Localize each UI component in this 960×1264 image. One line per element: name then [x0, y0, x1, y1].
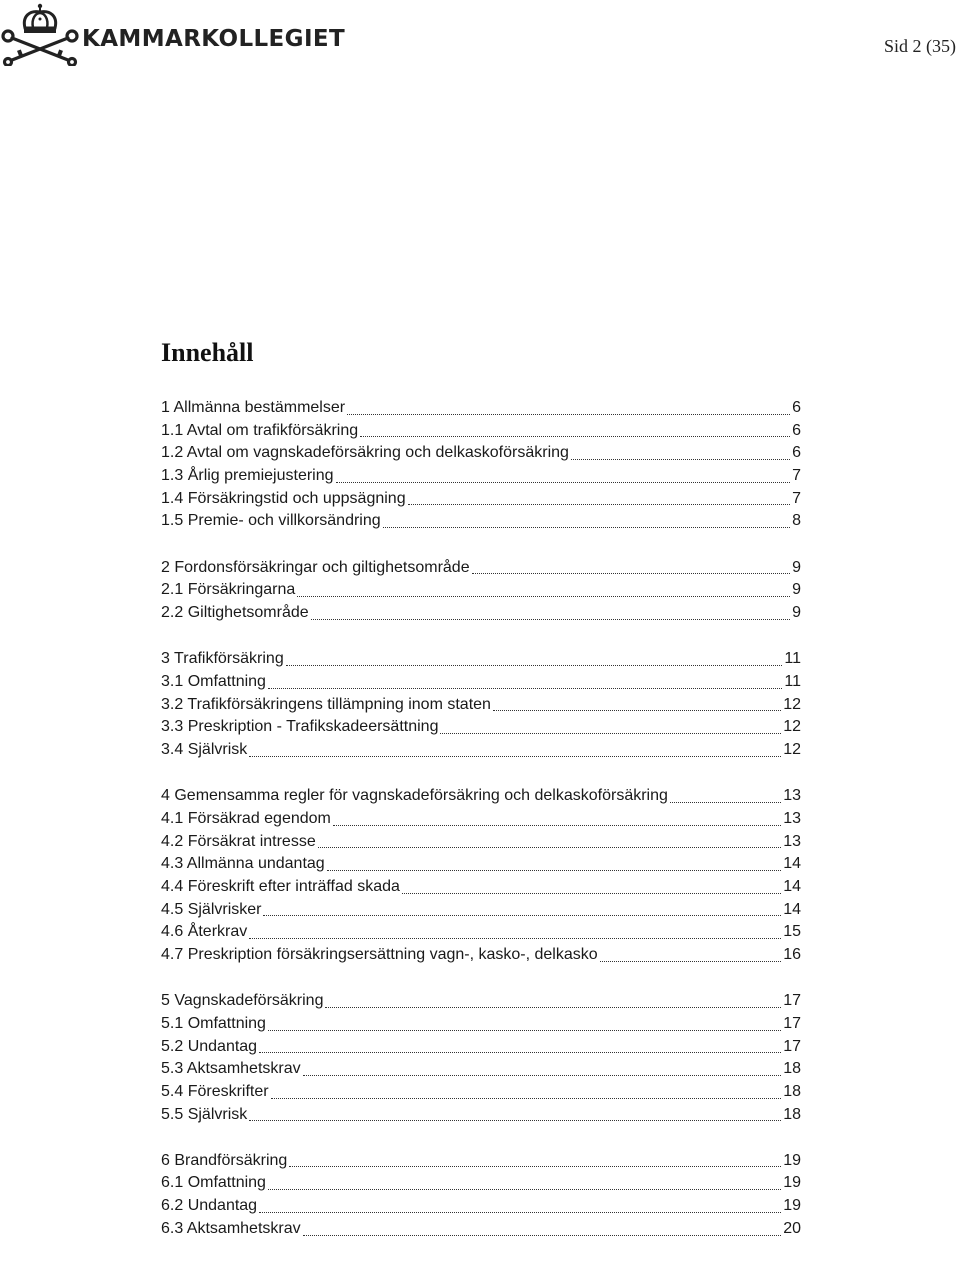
toc-dot-leader	[249, 937, 781, 939]
toc-entry-page: 14	[783, 855, 801, 873]
toc-entry[interactable]	[161, 1218, 801, 1241]
toc-entry[interactable]	[161, 397, 801, 420]
toc-entry-label: 4 Gemensamma regler för vagnskadeförsäkring och delkaskoförsäkring	[161, 787, 668, 805]
toc-entry-label: 1.3 Årlig premiejustering	[161, 467, 334, 485]
toc-entry-page: 9	[792, 581, 801, 599]
toc-dot-leader	[268, 1029, 781, 1031]
toc-entry-page: 11	[784, 672, 801, 690]
toc-entry-label: 4.7 Preskription försäkringsersättning vagn-, kasko-, delkasko	[161, 945, 598, 963]
toc-entry-page: 20	[783, 1219, 801, 1237]
toc-entry-page: 6	[792, 444, 801, 462]
toc-entry[interactable]	[161, 1058, 801, 1081]
toc-entry[interactable]	[161, 488, 801, 511]
toc-entry-label: 1.5 Premie- och villkorsändring	[161, 512, 381, 530]
toc-entry-label: 4.2 Försäkrat intresse	[161, 832, 316, 850]
toc-dot-leader	[472, 572, 790, 574]
toc-dot-leader	[268, 687, 782, 689]
toc-section-group	[161, 785, 801, 967]
toc-entry-label: 2.1 Försäkringarna	[161, 581, 296, 599]
toc-entry-page: 11	[784, 650, 801, 668]
toc-entry-label: 6.2 Undantag	[161, 1197, 258, 1215]
toc-dot-leader	[249, 1119, 781, 1121]
toc-entry-page: 8	[792, 512, 801, 530]
toc-dot-leader	[408, 503, 791, 505]
toc-entry[interactable]	[161, 671, 801, 694]
toc-entry-label: 6 Brandförsäkring	[161, 1151, 288, 1169]
toc-dot-leader	[325, 1006, 781, 1008]
toc-entry-page: 19	[783, 1174, 801, 1192]
toc-section-group	[161, 557, 801, 625]
toc-dot-leader	[303, 1074, 782, 1076]
toc-entry-page: 9	[792, 604, 801, 621]
toc-dot-leader	[402, 892, 781, 894]
toc-entry-page: 12	[783, 740, 801, 758]
toc-entry-label: 4.1 Försäkrad egendom	[161, 809, 331, 827]
toc-entry-label: 3.3 Preskription - Trafikskadeersättning	[161, 718, 439, 736]
toc-entry-page: 13	[783, 787, 801, 805]
toc-entry[interactable]	[161, 1036, 801, 1059]
toc-entry-label: 3 Trafikförsäkring	[161, 650, 284, 668]
toc-entry-label: 4.4 Föreskrift efter inträffad skada	[161, 877, 400, 895]
toc-dot-leader	[271, 1097, 782, 1099]
toc-entry-label: 1.4 Försäkringstid och uppsägning	[161, 489, 406, 507]
toc-dot-leader	[670, 801, 781, 803]
toc-entry-page: 6	[792, 399, 801, 416]
toc-dot-leader	[571, 458, 790, 460]
toc-dot-leader	[347, 413, 790, 415]
toc-entry-page: 7	[792, 467, 801, 485]
toc-entry-label: 1.1 Avtal om trafikförsäkring	[161, 421, 359, 439]
toc-entry[interactable]	[161, 420, 801, 443]
toc-entry[interactable]	[161, 579, 801, 602]
toc-entry[interactable]	[161, 944, 801, 967]
toc-dot-leader	[259, 1051, 781, 1053]
toc-entry[interactable]	[161, 465, 801, 488]
table-of-contents	[161, 397, 801, 1264]
toc-entry-page: 18	[783, 1105, 801, 1123]
toc-entry-label: 5 Vagnskadeförsäkring	[161, 992, 324, 1010]
toc-entry-label: 1.2 Avtal om vagnskadeförsäkring och delkaskoförsäkring	[161, 444, 569, 462]
toc-entry-page: 15	[783, 923, 801, 941]
toc-entry[interactable]	[161, 1150, 801, 1173]
toc-entry-label: 5.4 Föreskrifter	[161, 1082, 269, 1100]
toc-entry[interactable]	[161, 510, 801, 533]
toc-dot-leader	[249, 755, 781, 757]
toc-dot-leader	[333, 824, 781, 826]
toc-entry[interactable]	[161, 716, 801, 739]
toc-entry[interactable]	[161, 921, 801, 944]
toc-entry-label: 4.6 Återkrav	[161, 923, 248, 941]
toc-entry-label: 6.3 Aktsamhetskrav	[161, 1219, 301, 1237]
toc-entry[interactable]	[161, 1195, 801, 1218]
page-number: Sid 2 (35)	[884, 36, 956, 56]
toc-entry-page: 12	[783, 718, 801, 736]
toc-dot-leader	[318, 846, 781, 848]
toc-dot-leader	[327, 869, 782, 871]
toc-entry-label: 4.5 Självrisker	[161, 900, 262, 918]
toc-entry[interactable]	[161, 694, 801, 717]
crown-and-keys-icon	[0, 2, 80, 66]
toc-entry-page: 13	[783, 832, 801, 850]
toc-dot-leader	[440, 732, 781, 734]
toc-dot-leader	[289, 1165, 781, 1167]
toc-entry-page: 12	[783, 695, 801, 713]
toc-entry[interactable]	[161, 808, 801, 831]
toc-entry[interactable]	[161, 831, 801, 854]
toc-entry-page: 13	[783, 809, 801, 827]
toc-entry-label: 5.5 Självrisk	[161, 1105, 248, 1123]
toc-entry-label: 5.2 Undantag	[161, 1037, 258, 1055]
toc-dot-leader	[303, 1234, 782, 1236]
toc-entry[interactable]	[161, 853, 801, 876]
toc-section-group	[161, 648, 801, 761]
toc-entry-page: 9	[792, 558, 801, 576]
toc-section-group	[161, 397, 801, 533]
toc-entry-page: 7	[792, 489, 801, 507]
toc-section-group	[161, 990, 801, 1126]
toc-entry-page: 16	[783, 945, 801, 963]
toc-entry[interactable]	[161, 1104, 801, 1127]
toc-title: Innehåll	[161, 338, 254, 367]
toc-entry[interactable]	[161, 876, 801, 899]
kammarkollegiet-logo	[0, 2, 346, 66]
toc-dot-leader	[259, 1211, 781, 1213]
toc-section-group	[161, 1150, 801, 1241]
logo-wordmark: KAMMARKOLLEGIET	[82, 26, 346, 52]
toc-dot-leader	[286, 664, 783, 666]
toc-entry-page: 17	[783, 1014, 801, 1032]
toc-entry-label: 5.3 Aktsamhetskrav	[161, 1060, 301, 1078]
toc-entry-page: 18	[783, 1060, 801, 1078]
toc-dot-leader	[268, 1188, 781, 1190]
toc-entry[interactable]	[161, 899, 801, 922]
toc-dot-leader	[263, 914, 781, 916]
toc-entry-page: 14	[783, 877, 801, 895]
toc-entry-label: 3.2 Trafikförsäkringens tillämpning inom staten	[161, 695, 491, 713]
toc-entry-label: 3.1 Omfattning	[161, 672, 266, 690]
toc-entry[interactable]	[161, 648, 801, 671]
toc-entry-page: 17	[783, 992, 801, 1010]
toc-dot-leader	[383, 526, 790, 528]
toc-dot-leader	[336, 481, 791, 483]
toc-dot-leader	[600, 960, 782, 962]
toc-entry[interactable]	[161, 442, 801, 465]
toc-entry[interactable]	[161, 602, 801, 625]
toc-entry[interactable]	[161, 990, 801, 1013]
toc-entry-label: 2.2 Giltighetsområde	[161, 604, 309, 621]
toc-entry-label: 2 Fordonsförsäkringar och giltighetsområde	[161, 558, 470, 576]
toc-entry-label: 5.1 Omfattning	[161, 1014, 266, 1032]
toc-entry[interactable]	[161, 785, 801, 808]
toc-dot-leader	[297, 595, 790, 597]
toc-entry-page: 18	[783, 1082, 801, 1100]
toc-entry-label: 6.1 Omfattning	[161, 1174, 266, 1192]
toc-entry[interactable]	[161, 557, 801, 580]
toc-entry-page: 14	[783, 900, 801, 918]
toc-entry[interactable]	[161, 1172, 801, 1195]
toc-dot-leader	[311, 618, 790, 620]
toc-entry-page: 6	[792, 421, 801, 439]
toc-entry-page: 19	[783, 1197, 801, 1215]
toc-entry-label: 3.4 Självrisk	[161, 740, 248, 758]
toc-entry[interactable]	[161, 739, 801, 762]
toc-entry-label: 4.3 Allmänna undantag	[161, 855, 325, 873]
toc-entry-page: 19	[783, 1151, 801, 1169]
toc-entry-page: 17	[783, 1037, 801, 1055]
toc-dot-leader	[493, 709, 781, 711]
toc-entry-label: 1 Allmänna bestämmelser	[161, 399, 346, 416]
toc-dot-leader	[360, 435, 790, 437]
toc-entry[interactable]	[161, 1013, 801, 1036]
toc-entry[interactable]	[161, 1081, 801, 1104]
